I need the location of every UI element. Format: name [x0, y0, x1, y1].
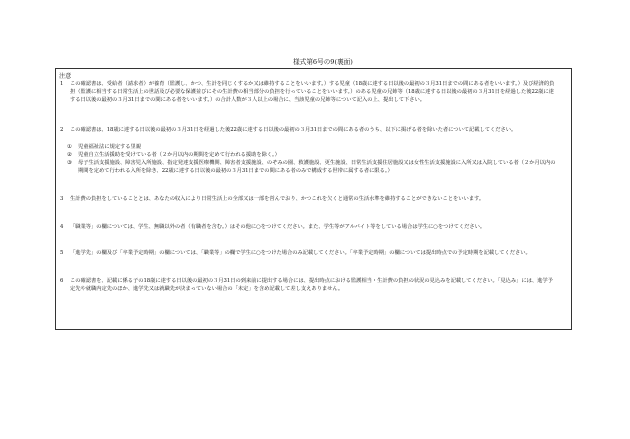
- note-number: 5: [60, 250, 64, 256]
- note-number: 4: [60, 224, 64, 230]
- exclusion-item: [67, 159, 557, 175]
- exclusion-mark: ②: [67, 152, 72, 158]
- note-number: 6: [60, 278, 64, 284]
- note-item: [60, 249, 558, 257]
- note-text: この確認書は、18歳に達する日以後の最初の３月31日を経過した後22歳に達する日以後の最初の３月31日までの間にある者のうち、以下に掲げる者を除いた者について記載してください。: [70, 127, 517, 133]
- form-title: 様式第6号の9(裏面): [293, 58, 353, 66]
- exclusion-text: 児童福祉法に規定する里親: [78, 144, 141, 150]
- note-item: [60, 277, 558, 293]
- exclusion-item: [67, 151, 557, 159]
- note-item: [60, 223, 558, 231]
- note-number: 3: [60, 196, 64, 202]
- note-item: [60, 126, 558, 134]
- exclusion-mark: ①: [67, 144, 72, 150]
- note-text: 生計費の負担をしていることとは、あなたの収入により日常生活上の全部又は一部を営んでおり、かつこれを欠くと通常の生活水準を維持することができないことをいいます。: [70, 196, 485, 202]
- note-item: [60, 195, 558, 203]
- exclusion-mark: ③: [67, 160, 72, 166]
- note-number: 2: [60, 127, 64, 133]
- exclusion-text: 母子生活支援施設、障害児入所施設、指定発達支援医療機関、障害者支援施設、のぞみの園、救護施設、更生施設、日常生活支援住居施設又は女性生活支援施設に入所又は入院している者（２か月以内の期間を定めて行われる入所を除き、22歳に達する日以後の最初の３月31日までの間にある者のみで構成する世帯に属する者に限る。）: [78, 160, 556, 175]
- note-text: この確認書を、記載に係る子の18歳に達する日以後の最初の３月31日の到来前に提出する場合には、提出時点における監護相当・生計費の負担の状況の見込みを記載してください。「見込み」には、進学予定先や就職内定先のほか、進学先又は就職先が決まっていない場合の「未定」を含め記載して差し支えありません。: [70, 278, 553, 293]
- note-text: 「進学先」の欄及び「卒業予定時期」の欄については、「職業等」の欄で学生に○をつけた場合のみ記載してください。「卒業予定時期」の欄については提出時点での予定時期を記載してください。: [70, 250, 531, 256]
- exclusion-text: 児童自立生活援助を受けている者（２か月以内の期間を定めて行われる援助を除く。）: [78, 152, 280, 158]
- note-text: 「職業等」の欄については、学生、無職以外の者（有職者を含む。）はその他に○をつけてください。また、学生等がアルバイト等をしている場合は学生に○をつけてください。: [70, 224, 486, 230]
- note-number: 1: [60, 81, 64, 87]
- note-text: この確認書は、受給者（請求者）が養育（監護し、かつ、生計を同じくするか又は維持することをいいます。）する児童（18歳に達する日以後の最初の３月31日までの間にある者をいいます。）及び経済的負担（監護に相当する日常生活上の世話及び必要な保護並びにその生計費の相当部分の負担を行っていることをいいます。）のある児童の兄姉等（18歳に達する日以後の最初の３月31日を経過した後22歳に達する日以後の最初の３月31日までの間にある者をいいます。）の合計人数が３人以上の場合に、当該児童の兄姉等について記入の上、提出して下さい。: [70, 81, 555, 104]
- exclusion-item: [67, 143, 557, 151]
- notes-heading: 注意: [59, 73, 72, 80]
- note-item: [60, 80, 558, 105]
